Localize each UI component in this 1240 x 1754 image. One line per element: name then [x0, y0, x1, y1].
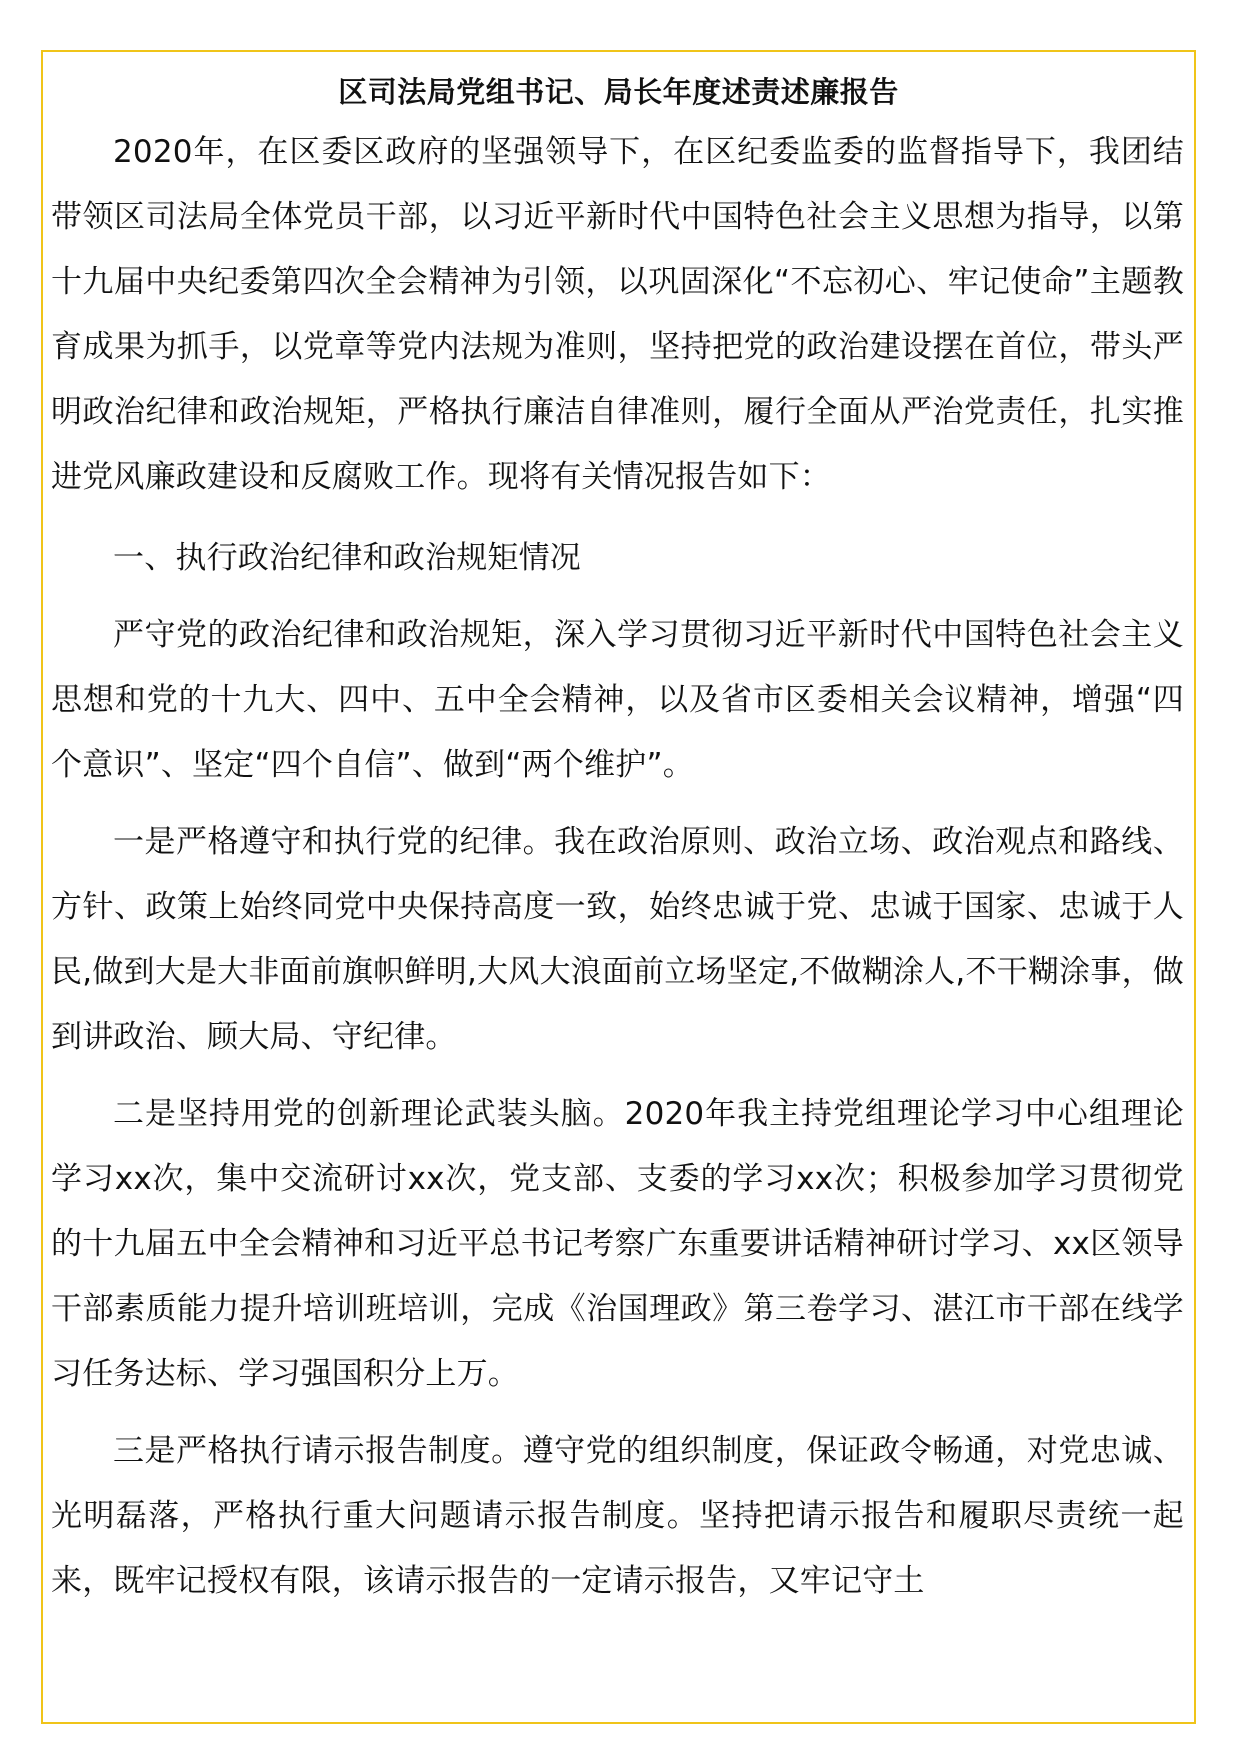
point-1-paragraph: 一是严格遵守和执行党的纪律。我在政治原则、政治立场、政治观点和路线、方针、政策上始终同党中央保持高度一致，始终忠诚于党、忠诚于国家、忠诚于人民,做到大是大非面前旗帜鲜明,大风大浪面前立场坚定,不做糊涂人,不干糊涂事，做到讲政治、顾大局、守纪律。 [51, 824, 1184, 1055]
document-body [43, 120, 1194, 1614]
intro-paragraph: 2020年，在区委区政府的坚强领导下，在区纪委监委的监督指导下，我团结带领区司法局全体党员干部，以习近平新时代中国特色社会主义思想为指导，以第十九届中央纪委第四次全会精神为引领，以巩固深化“不忘初心、牢记使命”主题教育成果为抓手，以党章等党内法规为准则，坚持把党的政治建设摆在首位，带头严明政治纪律和政治规矩，严格执行廉洁自律准则，履行全面从严治党责任，扎实推进党风廉政建设和反腐败工作。现将有关情况报告如下： [51, 134, 1184, 495]
section-1-paragraph: 严守党的政治纪律和政治规矩，深入学习贯彻习近平新时代中国特色社会主义思想和党的十九大、四中、五中全会精神，以及省市区委相关会议精神，增强“四个意识”、坚定“四个自信”、做到“两个维护”。 [51, 617, 1184, 783]
document-page [41, 50, 1196, 1724]
point-2-paragraph: 二是坚持用党的创新理论武装头脑。2020年我主持党组理论学习中心组理论学习xx次，集中交流研讨xx次，党支部、支委的学习xx次；积极参加学习贯彻党的十九届五中全会精神和习近平总书记考察广东重要讲话精神研讨学习、xx区领导干部素质能力提升培训班培训，完成《治国理政》第三卷学习、湛江市干部在线学习任务达标、学习强国积分上万。 [51, 1096, 1184, 1392]
point-3-paragraph: 三是严格执行请示报告制度。遵守党的组织制度，保证政令畅通，对党忠诚、光明磊落，严格执行重大问题请示报告制度。坚持把请示报告和履职尽责统一起来，既牢记授权有限，该请示报告的一定请示报告，又牢记守土 [51, 1433, 1184, 1599]
section-heading-1: 一、执行政治纪律和政治规矩情况 [113, 540, 581, 576]
document-title: 区司法局党组书记、局长年度述责述廉报告 [338, 75, 899, 109]
